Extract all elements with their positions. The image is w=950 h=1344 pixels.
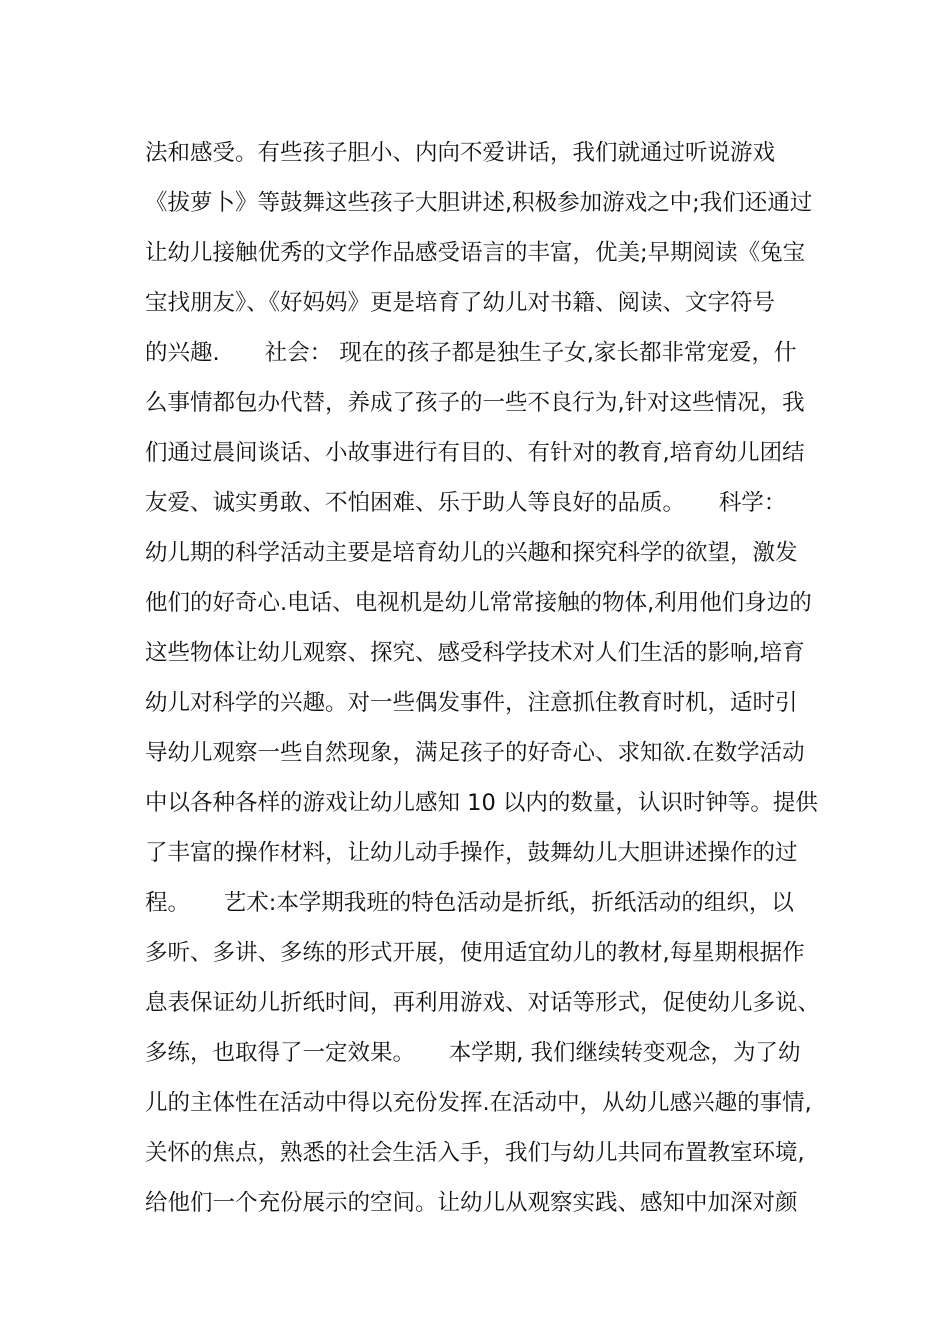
text-line: 《拔萝卜》等鼓舞这些孩子大胆讲述,积极参加游戏之中;我们还通过 (145, 190, 813, 216)
text-line: 多练，也取得了一定效果。 本学期, 我们继续转变观念，为了幼 (145, 1040, 801, 1066)
text-line: 的兴趣. 社会： 现在的孩子都是独生子女,家长都非常宠爱，什 (145, 340, 797, 366)
text-line: 程。 艺术:本学期我班的特色活动是折纸，折纸活动的组织，以 (145, 890, 794, 916)
text-line: 友爱、诚实勇敢、不怕困难、乐于助人等良好的品质。 科学： (145, 490, 787, 516)
text-line: 导幼儿观察一些自然现象，满足孩子的好奇心、求知欲.在数学活动 (145, 740, 805, 766)
text-line: 法和感受。有些孩子胆小、内向不爱讲话，我们就通过听说游戏 (145, 140, 776, 166)
text-line: 中以各种各样的游戏让幼儿感知 10 以内的数量，认识时钟等。提供 (145, 790, 818, 816)
text-line: 了丰富的操作材料，让幼儿动手操作，鼓舞幼儿大胆讲述操作的过 (145, 840, 798, 866)
text-line: 让幼儿接触优秀的文学作品感受语言的丰富，优美;早期阅读《兔宝 (145, 240, 806, 266)
text-line: 么事情都包办代替，养成了孩子的一些不良行为,针对这些情况，我 (145, 390, 805, 416)
text-line: 息表保证幼儿折纸时间，再利用游戏、对话等形式，促使幼儿多说、 (145, 990, 821, 1016)
text-line: 给他们一个充份展示的空间。让幼儿从观察实践、感知中加深对颜 (145, 1190, 798, 1216)
text-line: 他们的好奇心.电话、电视机是幼儿常常接触的物体,利用他们身边的 (145, 590, 812, 616)
text-line: 们通过晨间谈话、小故事进行有目的、有针对的教育,培育幼儿团结 (145, 440, 805, 466)
text-line: 多听、多讲、多练的形式开展，使用适宜幼儿的教材,每星期根据作 (145, 940, 805, 966)
text-line: 关怀的焦点，熟悉的社会生活入手，我们与幼儿共同布置教室环境, (145, 1140, 805, 1166)
body-text (145, 128, 825, 1228)
text-line: 这些物体让幼儿观察、探究、感受科学技术对人们生活的影响,培育 (145, 640, 805, 666)
text-line: 儿的主体性在活动中得以充份发挥.在活动中，从幼儿感兴趣的事情, (145, 1090, 812, 1116)
text-line: 幼儿对科学的兴趣。对一些偶发事件，注意抓住教育时机，适时引 (145, 690, 798, 716)
text-line: 幼儿期的科学活动主要是培育幼儿的兴趣和探究科学的欲望，激发 (145, 540, 798, 566)
text-line: 宝找朋友》、《好妈妈》更是培育了幼儿对书籍、阅读、文字符号 (145, 290, 776, 316)
